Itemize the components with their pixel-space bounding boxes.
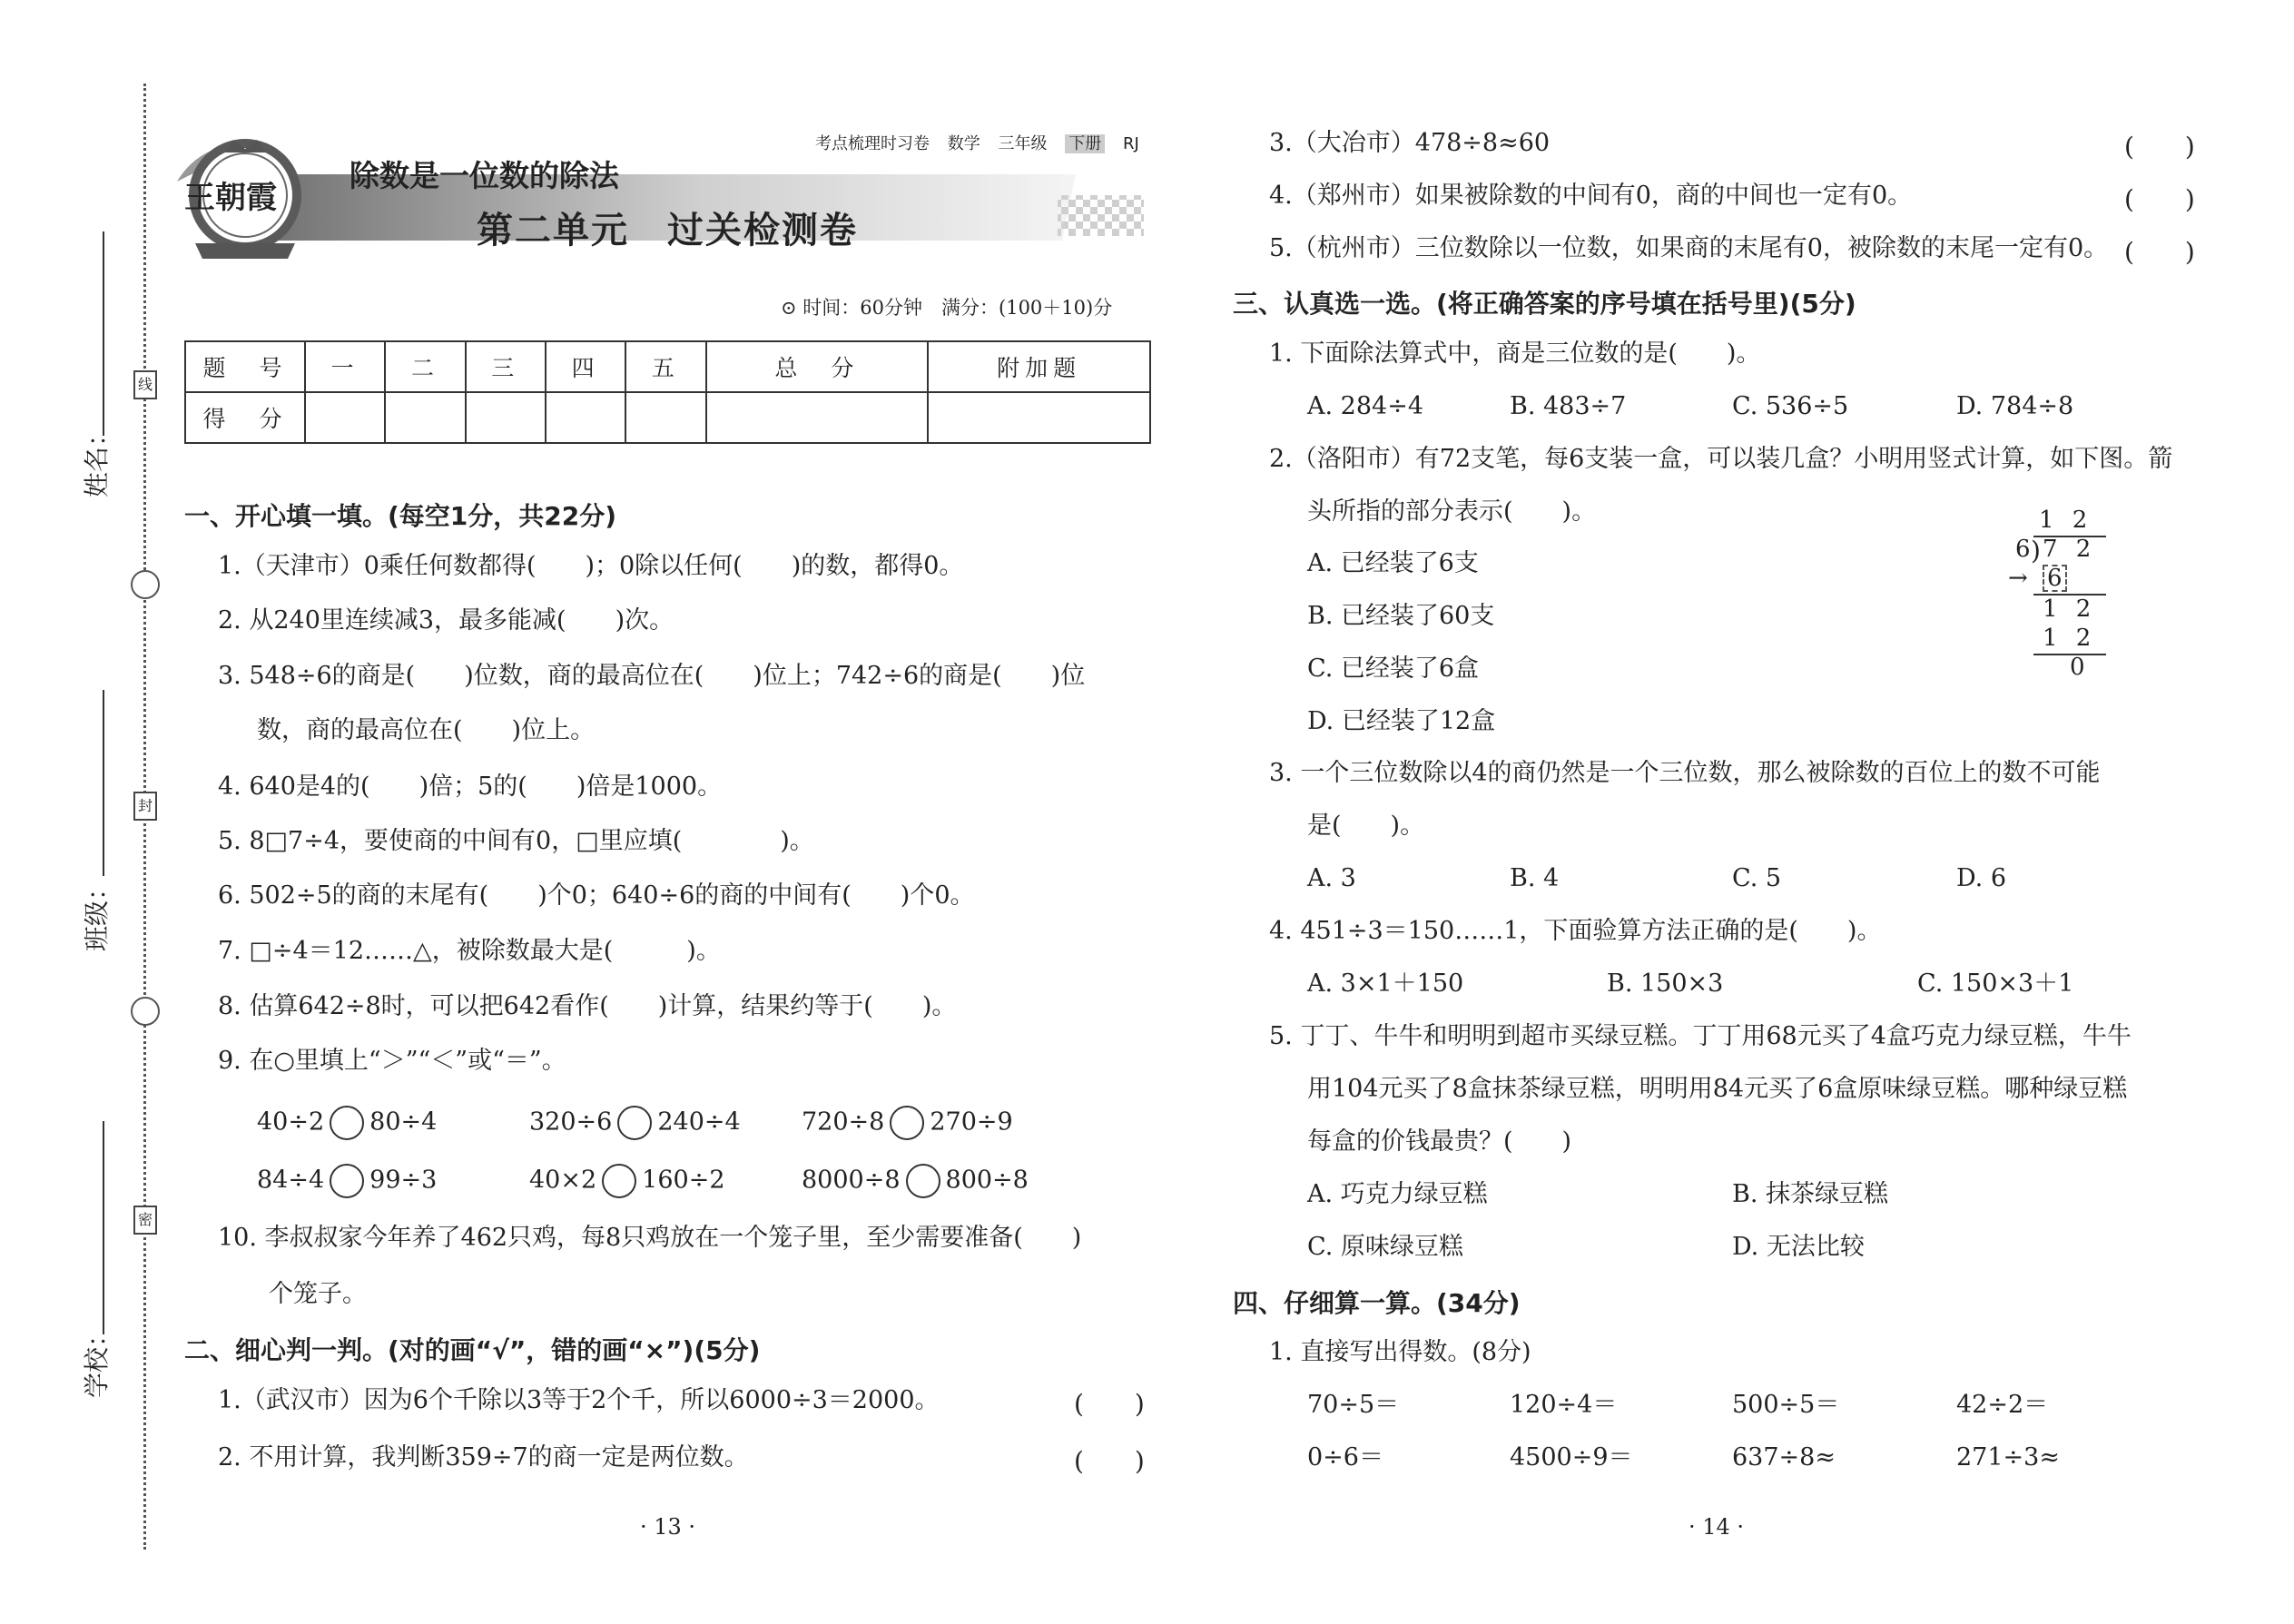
remainder: 0 bbox=[2070, 654, 2085, 681]
page-number-left: · 13 · bbox=[640, 1514, 696, 1540]
table-cell: 得 分 bbox=[185, 392, 305, 443]
calc-item: 42÷2＝ bbox=[1956, 1391, 2049, 1419]
bind-hole bbox=[131, 570, 160, 599]
calc-item: 0÷6＝ bbox=[1307, 1443, 1383, 1471]
option: C. 150×3＋1 bbox=[1917, 969, 2074, 998]
option: A. 284÷4 bbox=[1307, 392, 1423, 420]
page-number-right: · 14 · bbox=[1689, 1514, 1745, 1540]
logo-text: 王朝霞 bbox=[184, 180, 277, 216]
option: A. 3 bbox=[1307, 864, 1356, 892]
question-cont: 是( )。 bbox=[1307, 812, 1425, 840]
compare-left: 720÷8 bbox=[802, 1107, 885, 1137]
question: 3.（大冶市）478÷8≈60 bbox=[1269, 129, 1551, 157]
option: A. 巧克力绿豆糕 bbox=[1307, 1180, 1488, 1208]
unit-subtitle: 除数是一位数的除法 bbox=[350, 158, 619, 193]
calc-item: 120÷4＝ bbox=[1510, 1391, 1618, 1419]
option: C. 原味绿豆糕 bbox=[1307, 1233, 1463, 1261]
compare-left: 40×2 bbox=[529, 1166, 597, 1195]
option: C. 已经装了6盒 bbox=[1307, 655, 1480, 683]
compare-circle[interactable] bbox=[890, 1106, 924, 1140]
section-1-title: 一、开心填一填。(每空1分，共22分) bbox=[184, 501, 617, 531]
question: 3. 548÷6的商是( )位数，商的最高位在( )位上；742÷6的商是( )位 bbox=[218, 662, 1086, 690]
calc-item: 500÷5＝ bbox=[1732, 1391, 1840, 1419]
school-write-line bbox=[103, 1121, 104, 1334]
calc-item: 4500÷9＝ bbox=[1510, 1443, 1633, 1471]
bind-hole bbox=[131, 997, 160, 1026]
divisor: 6 bbox=[2015, 536, 2031, 563]
compare-right: 800÷8 bbox=[945, 1166, 1029, 1195]
question-cont: 数，商的最高位在( )位上。 bbox=[257, 716, 596, 744]
question: 2. 不用计算，我判断359÷7的商一定是两位数。 bbox=[218, 1443, 749, 1471]
question: 1.（天津市）0乘任何数都得( )；0除以任何( )的数，都得0。 bbox=[218, 552, 964, 580]
question: 2.（洛阳市）有72支笔，每6支装一盒，可以装几盒？小明用竖式计算，如下图。箭 bbox=[1269, 445, 2173, 473]
score-table-score-row bbox=[185, 392, 1150, 443]
grade: 三年级 bbox=[998, 134, 1048, 153]
question-cont: 每盒的价钱最贵？( ) bbox=[1307, 1127, 1572, 1156]
compare-circle[interactable] bbox=[330, 1106, 364, 1140]
compare-circle[interactable] bbox=[602, 1164, 636, 1198]
question: 1. 下面除法算式中，商是三位数的是( )。 bbox=[1269, 340, 1761, 368]
question: 5. 丁丁、牛牛和明明到超市买绿豆糕。丁丁用68元买了4盒巧克力绿豆糕，牛牛 bbox=[1269, 1022, 2132, 1050]
question: 5. 8□7÷4，要使商的中间有0，□里应填( )。 bbox=[218, 827, 814, 855]
score-table-header-row bbox=[185, 341, 1150, 392]
table-cell: 总 分 bbox=[706, 341, 929, 392]
question: 7. □÷4＝12……△，被除数最大是( )。 bbox=[218, 937, 721, 965]
question: 4. 640是4的( )倍；5的( )倍是1000。 bbox=[218, 773, 723, 801]
calc-item: 70÷5＝ bbox=[1307, 1391, 1400, 1419]
answer-paren[interactable]: ( ) bbox=[2124, 132, 2195, 162]
term: 下册 bbox=[1065, 134, 1105, 153]
compare-circle[interactable] bbox=[906, 1164, 940, 1198]
compare-left: 8000÷8 bbox=[802, 1166, 901, 1195]
score-input-cell[interactable] bbox=[305, 392, 385, 443]
option: B. 4 bbox=[1510, 864, 1560, 892]
question: 2. 从240里连续减3，最多能减( )次。 bbox=[218, 606, 674, 635]
compare-left: 320÷6 bbox=[529, 1107, 613, 1137]
compare-item bbox=[529, 1164, 725, 1198]
option: A. 已经装了6支 bbox=[1307, 549, 1479, 577]
table-cell: 一 bbox=[305, 341, 385, 392]
score-table bbox=[184, 340, 1151, 444]
bind-mark-secret: 密 bbox=[133, 1206, 157, 1235]
bind-mark-seal: 封 bbox=[133, 792, 157, 821]
answer-paren[interactable]: ( ) bbox=[2124, 237, 2195, 267]
question-cont: 用104元买了8盒抹茶绿豆糕，明明用84元买了6盒原味绿豆糕。哪种绿豆糕 bbox=[1307, 1075, 2128, 1103]
calc-item: 271÷3≈ bbox=[1956, 1443, 2060, 1471]
series-name: 考点梳理时习卷 bbox=[815, 134, 930, 153]
compare-right: 240÷4 bbox=[657, 1107, 741, 1137]
table-cell: 附加题 bbox=[928, 341, 1150, 392]
question: 8. 估算642÷8时，可以把642看作( )计算，结果约等于( )。 bbox=[218, 992, 957, 1020]
compare-item bbox=[257, 1106, 437, 1140]
option: D. 已经装了12盒 bbox=[1307, 707, 1496, 735]
question: 1. 直接写出得数。(8分) bbox=[1269, 1338, 1531, 1366]
compare-right: 80÷4 bbox=[369, 1107, 438, 1137]
dividend: 7 2 bbox=[2043, 536, 2097, 563]
question: 4.（郑州市）如果被除数的中间有0，商的中间也一定有0。 bbox=[1269, 182, 1913, 210]
option: D. 无法比较 bbox=[1732, 1233, 1865, 1261]
question: 4. 451÷3＝150……1，下面验算方法正确的是( )。 bbox=[1269, 917, 1882, 945]
question: 3. 一个三位数除以4的商仍然是一个三位数，那么被除数的百位上的数不可能 bbox=[1269, 759, 2101, 787]
score-input-cell[interactable] bbox=[546, 392, 625, 443]
division-bracket: ) bbox=[2031, 536, 2041, 566]
table-cell: 五 bbox=[625, 341, 705, 392]
time-info bbox=[781, 293, 1112, 320]
answer-paren[interactable]: ( ) bbox=[2124, 184, 2195, 214]
score-input-cell[interactable] bbox=[625, 392, 705, 443]
school-label: 学校： bbox=[82, 1321, 112, 1398]
answer-paren[interactable]: ( ) bbox=[1074, 1446, 1145, 1476]
answer-paren[interactable]: ( ) bbox=[1074, 1389, 1145, 1419]
class-write-line bbox=[103, 690, 104, 876]
subject: 数学 bbox=[947, 134, 980, 153]
option: A. 3×1＋150 bbox=[1307, 969, 1464, 998]
compare-left: 84÷4 bbox=[257, 1166, 325, 1195]
compare-circle[interactable] bbox=[617, 1106, 652, 1140]
compare-item bbox=[529, 1106, 741, 1140]
section-4-title: 四、仔细算一算。(34分) bbox=[1233, 1288, 1521, 1318]
option: B. 483÷7 bbox=[1510, 392, 1627, 420]
option: D. 6 bbox=[1956, 864, 2007, 892]
section-2-title: 二、细心判一判。(对的画“√”，错的画“×”)(5分) bbox=[184, 1335, 761, 1365]
question: 9. 在○里填上“＞”“＜”或“＝”。 bbox=[218, 1047, 566, 1075]
question: 6. 502÷5的商的末尾有( )个0；640÷6的商的中间有( )个0。 bbox=[218, 881, 975, 910]
question-cont: 头所指的部分表示( )。 bbox=[1307, 497, 1597, 526]
name-write-line bbox=[103, 231, 104, 436]
compare-right: 99÷3 bbox=[369, 1166, 438, 1195]
table-cell: 四 bbox=[546, 341, 625, 392]
question-cont: 个笼子。 bbox=[269, 1280, 367, 1308]
compare-right: 160÷2 bbox=[642, 1166, 725, 1195]
score-input-cell[interactable] bbox=[706, 392, 929, 443]
compare-item bbox=[257, 1164, 437, 1198]
score-input-cell[interactable] bbox=[466, 392, 546, 443]
option: C. 5 bbox=[1732, 864, 1782, 892]
compare-item bbox=[802, 1106, 1013, 1140]
question: 1.（武汉市）因为6个千除以3等于2个千，所以6000÷3＝2000。 bbox=[218, 1386, 940, 1414]
score-input-cell[interactable] bbox=[928, 392, 1150, 443]
division-step: 1 2 bbox=[2043, 595, 2097, 623]
compare-item bbox=[802, 1164, 1029, 1198]
division-step: 1 2 bbox=[2043, 625, 2097, 652]
name-label: 姓名： bbox=[82, 420, 112, 497]
section-3-title: 三、认真选一选。(将正确答案的序号填在括号里)(5分) bbox=[1233, 289, 1856, 319]
clock-icon: ⊙ bbox=[781, 297, 797, 319]
highlighted-step: 6 bbox=[2043, 565, 2067, 592]
compare-left: 40÷2 bbox=[257, 1107, 325, 1137]
option: C. 536÷5 bbox=[1732, 392, 1849, 420]
compare-right: 270÷9 bbox=[930, 1107, 1013, 1137]
bind-mark-line: 线 bbox=[133, 370, 157, 399]
arrow-icon: → bbox=[2008, 565, 2028, 592]
option: B. 抹茶绿豆糕 bbox=[1732, 1180, 1889, 1208]
edition: RJ bbox=[1122, 134, 1139, 153]
long-division-figure bbox=[2006, 507, 2124, 688]
option: D. 784÷8 bbox=[1956, 392, 2074, 420]
option: B. 已经装了60支 bbox=[1307, 602, 1495, 630]
table-cell: 题 号 bbox=[185, 341, 305, 392]
option: B. 150×3 bbox=[1607, 969, 1724, 998]
question: 10. 李叔叔家今年养了462只鸡，每8只鸡放在一个笼子里，至少需要准备( ) bbox=[218, 1224, 1082, 1252]
class-label: 班级： bbox=[82, 874, 112, 951]
calc-item: 637÷8≈ bbox=[1732, 1443, 1836, 1471]
score-input-cell[interactable] bbox=[385, 392, 465, 443]
compare-circle[interactable] bbox=[330, 1164, 364, 1198]
page-title: 第二单元 过关检测卷 bbox=[477, 210, 858, 251]
table-cell: 三 bbox=[466, 341, 546, 392]
table-cell: 二 bbox=[385, 341, 465, 392]
question: 5.（杭州市）三位数除以一位数，如果商的末尾有0，被除数的末尾一定有0。 bbox=[1269, 234, 2109, 262]
series-info bbox=[815, 131, 1139, 154]
time-info-text: 时间：60分钟 满分：(100＋10)分 bbox=[802, 297, 1113, 319]
quotient: 1 2 bbox=[2039, 507, 2093, 534]
